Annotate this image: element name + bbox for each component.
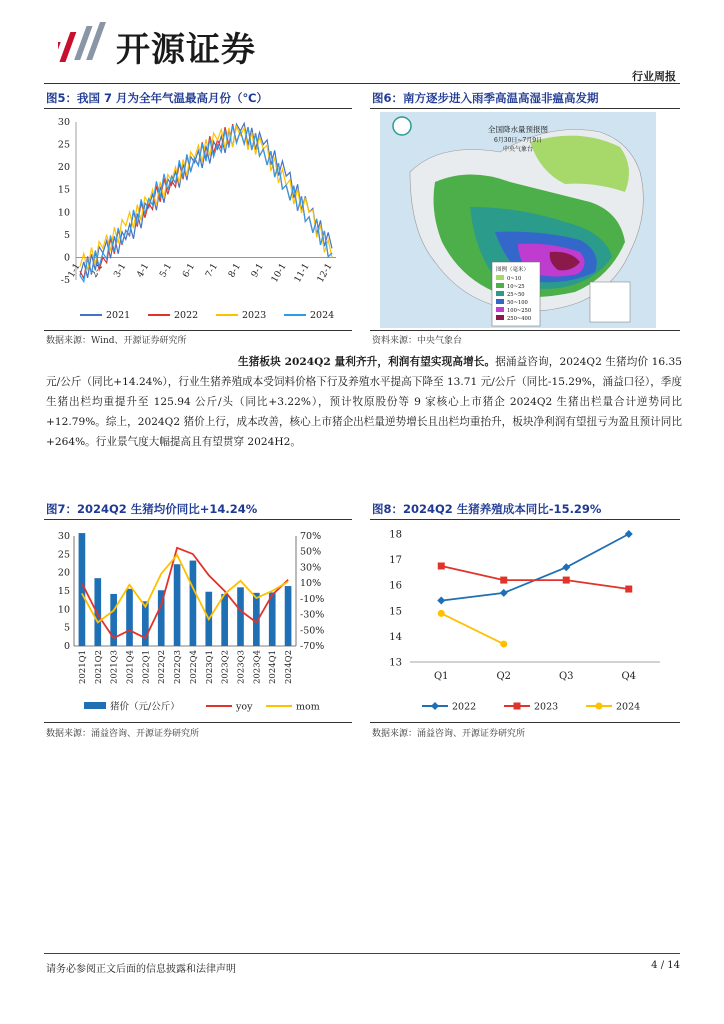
- fig7-bar: [190, 561, 197, 646]
- map-legend-swatch: [496, 307, 504, 312]
- fig7-bar: [237, 587, 244, 646]
- fig8-x-tick-label: Q2: [496, 671, 512, 682]
- fig8-title: 图8：2024Q2 生猪养殖成本同比-15.29%: [372, 502, 602, 516]
- fig7-right-tick-label: -30%: [300, 609, 325, 621]
- fig5-x-tick-label: 3-1: [112, 261, 129, 280]
- logo-text: 开源证券: [116, 30, 256, 70]
- fig7-x-tick-label: 2021Q2: [93, 650, 104, 685]
- map-legend-swatch: [496, 299, 504, 304]
- logo-mark-icon: [58, 22, 112, 62]
- fig5-y-tick-label: 20: [57, 162, 70, 174]
- cma-emblem-icon: [393, 117, 411, 135]
- fig7-x-tick-label: 2023Q3: [236, 650, 247, 685]
- fig8-point-2023: [438, 563, 445, 570]
- fig5-x-tick-label: 5-1: [158, 261, 175, 280]
- fig5-x-tick-label: 2-1: [89, 261, 106, 280]
- fig5-legend-label: 2021: [106, 310, 131, 321]
- fig8-line-2024: [441, 613, 504, 644]
- fig7-source-rule: [44, 722, 352, 723]
- fig7-x-tick-label: 2022Q1: [141, 650, 152, 685]
- fig8-title-rule: [370, 519, 680, 520]
- fig8-y-tick-label: 18: [389, 529, 402, 541]
- fig8-y-tick-label: 13: [389, 657, 402, 669]
- fig5-x-tick-label: 9-1: [249, 261, 266, 280]
- fig8-line-2022: [441, 534, 629, 601]
- fig7-bar: [126, 589, 133, 646]
- fig6-title-rule: [370, 108, 680, 109]
- fig7-x-tick-label: 2023Q4: [252, 650, 263, 685]
- fig7-left-tick-label: 5: [63, 622, 70, 634]
- fig7-right-tick-label: 10%: [300, 578, 322, 590]
- fig7-legend-label: yoy: [236, 701, 253, 713]
- fig7-right-tick-label: 70%: [300, 531, 322, 542]
- fig7-title: 图7：2024Q2 生猪均价同比+14.24%: [46, 502, 258, 516]
- fig5-y-tick-label: 5: [63, 229, 70, 241]
- fig7-right-tick-label: -70%: [300, 641, 325, 652]
- paragraph-lead: 生猪板块 2024Q2 量利齐升，利润有望实现高增长。: [238, 356, 496, 368]
- fig7-source: 数据来源：涌益咨询、开源证券研究所: [46, 729, 200, 739]
- fig7-left-tick-label: 0: [63, 641, 70, 652]
- header-divider: [44, 83, 680, 84]
- fig5-chart: [44, 110, 354, 328]
- fig6-source: 资料来源：中央气象台: [372, 336, 463, 346]
- fig6-title: 图6：南方逐步进入雨季高温高湿非瘟高发期: [372, 91, 599, 105]
- map-legend-label: 250~400: [507, 316, 532, 322]
- south-sea-inset: [590, 282, 630, 322]
- fig7-x-tick-label: 2023Q1: [204, 650, 215, 685]
- fig7-bar: [94, 578, 101, 646]
- fig7-right-tick-label: 30%: [300, 562, 322, 574]
- fig7-right-tick-label: 50%: [300, 546, 322, 558]
- fig5-y-tick-label: 15: [57, 184, 70, 196]
- logo: [58, 22, 112, 62]
- fig5-x-tick-label: 4-1: [135, 261, 152, 280]
- fig5-x-tick-label: 12-1: [315, 261, 335, 285]
- map-legend-swatch: [496, 315, 504, 320]
- fig7-x-tick-label: 2021Q4: [125, 650, 136, 685]
- fig7-x-tick-label: 2024Q1: [268, 650, 279, 685]
- map-legend-label: 25~50: [507, 292, 525, 298]
- fig7-left-tick-label: 30: [57, 531, 70, 542]
- fig8-point-2023: [625, 586, 632, 593]
- map-title: 全国降水量预报图: [488, 125, 548, 134]
- map-legend-swatch: [496, 283, 504, 288]
- fig5-y-tick-label: 25: [57, 139, 70, 151]
- page-number: 4 / 14: [651, 960, 680, 971]
- map-legend-swatch: [496, 275, 504, 280]
- map-legend-title: 图例（毫米）: [496, 267, 530, 273]
- footer-divider: [44, 953, 680, 954]
- map-legend-label: 10~25: [507, 284, 525, 290]
- fig5-title: 图5：我国 7 月为全年气温最高月份（℃）: [46, 91, 268, 105]
- map-legend-label: 50~100: [507, 300, 528, 306]
- fig8-source: 数据来源：涌益咨询、开源证券研究所: [372, 729, 526, 739]
- fig8-legend-marker: [596, 703, 603, 710]
- fig8-y-tick-label: 15: [389, 606, 402, 618]
- fig7-left-tick-label: 10: [57, 604, 70, 616]
- fig7-x-tick-label: 2021Q1: [77, 650, 88, 685]
- map-agency: 中央气象台: [502, 146, 534, 153]
- fig8-line-2023: [441, 566, 629, 589]
- fig7-right-tick-label: -50%: [300, 625, 325, 637]
- fig7-legend-label: 猪价（元/公斤）: [110, 701, 180, 713]
- fig5-x-tick-label: 10-1: [270, 261, 289, 285]
- fig5-y-tick-label: 10: [57, 207, 70, 219]
- fig7-bar: [285, 586, 292, 646]
- fig5-x-tick-label: 8-1: [227, 261, 243, 280]
- fig8-point-2023: [500, 577, 507, 584]
- fig7-x-tick-label: 2023Q2: [220, 650, 231, 685]
- fig8-legend-label: 2022: [452, 701, 477, 713]
- map-legend-label: 0~10: [507, 276, 522, 282]
- fig8-point-2022: [562, 563, 570, 571]
- fig5-x-tick-label: 11-1: [292, 261, 312, 285]
- fig7-x-tick-label: 2022Q3: [173, 650, 184, 685]
- fig5-x-tick-label: 7-1: [204, 261, 221, 280]
- map-legend-swatch: [496, 291, 504, 296]
- map-date: 6月30日~7月9日: [493, 137, 543, 144]
- fig5-y-tick-label: -5: [60, 275, 70, 286]
- fig8-source-rule: [370, 722, 680, 723]
- fig8-point-2024: [500, 641, 507, 648]
- footer-disclaimer: 请务必参阅正文后面的信息披露和法律声明: [46, 964, 236, 975]
- fig7-left-tick-label: 20: [57, 567, 70, 579]
- map-legend: [492, 262, 540, 326]
- fig5-legend-label: 2024: [310, 310, 335, 321]
- fig6-source-rule: [370, 330, 680, 331]
- fig8-x-tick-label: Q3: [558, 671, 574, 682]
- fig5-y-tick-label: 0: [63, 252, 70, 264]
- fig5-y-tick-label: 30: [57, 117, 70, 128]
- body-paragraph: [46, 352, 682, 452]
- fig7-x-tick-label: 2022Q4: [188, 650, 199, 685]
- fig5-legend-label: 2023: [242, 310, 267, 321]
- precipitation-map: [380, 112, 656, 328]
- fig5-source: 数据来源：Wind、开源证券研究所: [46, 336, 187, 346]
- map-legend-label: 100~250: [507, 308, 532, 314]
- fig5-source-rule: [44, 330, 352, 331]
- fig7-left-tick-label: 15: [57, 586, 70, 597]
- fig7-right-tick-label: -10%: [300, 593, 325, 605]
- fig8-y-tick-label: 14: [389, 631, 402, 643]
- fig7-x-tick-label: 2021Q3: [109, 650, 120, 685]
- paragraph-body: 据涌益咨询，2024Q2 生猪均价 16.35 元/公斤（同比+14.24%），行业生猪养殖成本受饲料价格下行及养殖水平提高下降至 13.71 元/公斤（同比-15.29%，涌益口径），季度生猪出栏均重提升至 125.94 公斤/头（同比+3.22%），预计牧原股份等 9 家核心上市猪企 2024Q2 生猪出栏量合计逆势同比+12.79%。综上，2024Q2 猪价上行，成本改善，核心上市猪企出栏量逆势增长且出栏均重抬升，板块净利润有望扭亏为盈且预计同比+264%。行业景气度大幅提高且有望贯穿 2024H2。: [46, 356, 682, 448]
- fig7-left-tick-label: 25: [57, 549, 70, 561]
- fig8-y-tick-label: 16: [389, 580, 402, 592]
- fig8-x-tick-label: Q4: [621, 671, 637, 682]
- fig8-point-2024: [438, 610, 445, 617]
- fig8-legend-marker: [514, 703, 521, 710]
- fig7-legend-label: mom: [296, 701, 320, 713]
- fig8-point-2022: [625, 530, 633, 538]
- fig8-legend-label: 2024: [616, 701, 641, 713]
- fig8-point-2023: [563, 577, 570, 584]
- fig8-x-tick-label: Q1: [433, 671, 449, 682]
- fig8-chart: [370, 522, 680, 720]
- fig7-title-rule: [44, 519, 352, 520]
- fig5-title-rule: [44, 108, 352, 109]
- fig5-x-tick-label: 6-1: [181, 261, 198, 280]
- fig7-bar: [221, 594, 228, 646]
- fig7-chart: [44, 522, 354, 720]
- fig7-legend-swatch: [84, 702, 106, 709]
- report-type: 行业周报: [632, 70, 676, 83]
- fig8-legend-marker: [431, 702, 439, 710]
- fig8-y-tick-label: 17: [389, 555, 402, 567]
- fig7-x-tick-label: 2022Q2: [157, 650, 168, 685]
- fig7-bar: [174, 564, 181, 646]
- fig5-x-tick-label: 1-1: [66, 261, 83, 280]
- fig7-x-tick-label: 2024Q2: [284, 650, 295, 685]
- fig5-legend-label: 2022: [174, 310, 199, 321]
- fig8-legend-label: 2023: [534, 701, 559, 713]
- fig8-point-2022: [500, 589, 508, 597]
- fig8-point-2022: [437, 597, 445, 605]
